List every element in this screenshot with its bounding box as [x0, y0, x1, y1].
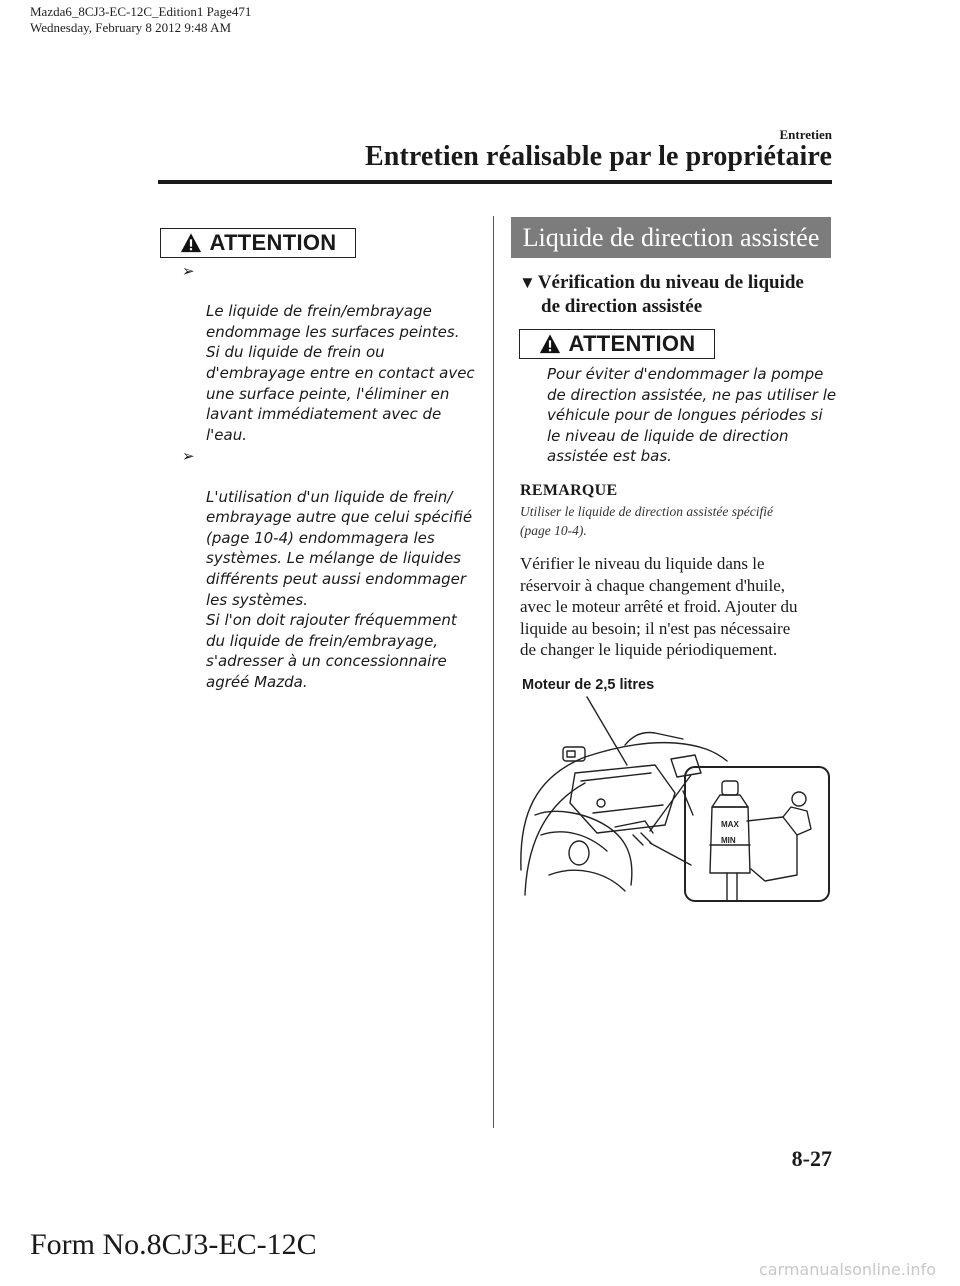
- warning-item: [180, 260, 485, 445]
- warning-triangle-icon: [180, 232, 202, 254]
- header-rule: [158, 180, 832, 184]
- warning-list: [180, 260, 485, 692]
- down-triangle-icon: ▼: [519, 273, 536, 292]
- body-paragraph: Vérifier le niveau du liquide dans le réservoir à chaque changement d'huile, avec le moteur arrêté et froid. Ajouter du liquide au besoin; il n'est pas nécessaire de changer le liquide périodiquement.: [520, 554, 798, 659]
- warning-triangle-icon: [539, 333, 561, 355]
- arrowhead-bullet-icon: ➢: [182, 447, 195, 466]
- column-divider: [493, 216, 494, 1128]
- min-mark-label: MIN: [721, 836, 736, 845]
- subheading-line-2: de direction assistée: [541, 296, 703, 317]
- attention-label: ATTENTION: [209, 230, 337, 255]
- note-title: REMARQUE: [520, 482, 618, 499]
- chapter-label: Entretien: [779, 127, 832, 142]
- max-mark-label: MAX: [721, 820, 739, 829]
- print-metadata: [30, 4, 251, 36]
- warning-item-text: L'utilisation d'un liquide de frein/ embrayage autre que celui spécifié (page 10-4) endommagera les systèmes. Le mélange de liquides différents peut aussi endommager les systèmes. Si l'on doit rajouter fréquemment du liquide de frein/embrayage, s'adresser à un concessionnaire agréé Mazda.: [206, 487, 473, 691]
- page-title: Entretien réalisable par le propriétaire: [365, 141, 832, 172]
- form-number: Form No.8CJ3-EC-12C: [30, 1228, 317, 1261]
- print-meta-line-2: Wednesday, February 8 2012 9:48 AM: [30, 20, 232, 35]
- warning-item: [180, 445, 485, 692]
- attention-label: ATTENTION: [568, 331, 696, 356]
- attention-box-right: [519, 329, 715, 359]
- print-meta-line-1: Mazda6_8CJ3-EC-12C_Edition1 Page471: [30, 4, 252, 19]
- note-text: Utiliser le liquide de direction assistée spécifié (page 10-4).: [520, 504, 773, 538]
- attention-box-left: [160, 228, 356, 258]
- subheading-line-1: Vérification du niveau de liquide: [537, 272, 804, 293]
- site-watermark: carmanualsonline.info: [758, 1260, 936, 1279]
- section-title-banner: Liquide de direction assistée: [511, 217, 831, 258]
- figure-caption: Moteur de 2,5 litres: [522, 677, 655, 693]
- page-number: 8-27: [791, 1146, 832, 1171]
- arrowhead-bullet-icon: ➢: [182, 262, 195, 280]
- attention-text: Pour éviter d'endommager la pompe de direction assistée, ne pas utiliser le véhicule pour de longues périodes si le niveau de liquide de direction assistée est bas.: [547, 365, 837, 466]
- subheading: [519, 271, 839, 319]
- warning-item-text: Le liquide de frein/embrayage endommage les surfaces peintes. Si du liquide de frein ou d'embrayage entre en contact avec une surface peinte, l'éliminer en lavant immédiatement avec de l'eau.: [206, 302, 475, 444]
- engine-bay-illustration: [515, 695, 835, 905]
